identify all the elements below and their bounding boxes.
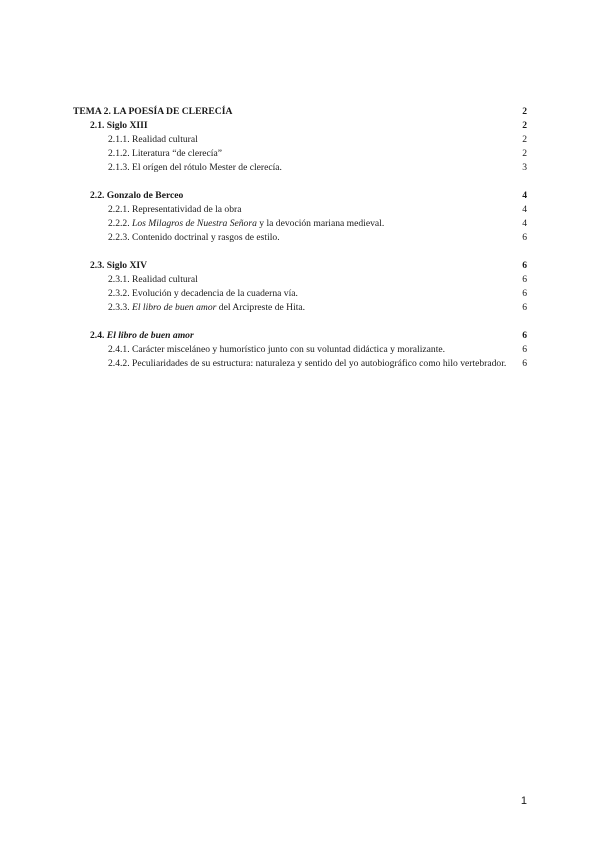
italic-title: El libro de buen amor bbox=[131, 302, 217, 313]
toc-entry-label: 2.1.2. Literatura “de clerecía” bbox=[108, 148, 222, 159]
toc-entry-2-2-2[interactable] bbox=[73, 217, 527, 231]
toc-page-number: 6 bbox=[522, 260, 527, 271]
toc-page-number: 2 bbox=[522, 106, 527, 117]
toc-entry-label: 2.3. Siglo XIV bbox=[90, 260, 148, 271]
toc-entry-label: 2.3.2. Evolución y decadencia de la cuaderna vía. bbox=[108, 288, 298, 299]
toc-entry-2-2[interactable] bbox=[73, 189, 527, 203]
italic-title: El libro de buen amor bbox=[106, 330, 194, 341]
toc-page-number: 6 bbox=[522, 302, 527, 313]
page-number: 1 bbox=[520, 795, 527, 807]
toc-entry-2-3-1[interactable] bbox=[73, 273, 527, 287]
toc-entry-label: 2.1. Siglo XIII bbox=[90, 120, 148, 131]
toc-entry-label: TEMA 2. LA POESÍA DE CLERECÍA bbox=[73, 106, 233, 117]
toc-entry-label: 2.4.2. Peculiaridades de su estructura: naturaleza y sentido del yo autobiográfico como hilo vertebrador. bbox=[108, 358, 507, 369]
toc-entry-label: 2.2.3. Contenido doctrinal y rasgos de estilo. bbox=[108, 232, 280, 243]
toc-page-number: 2 bbox=[522, 148, 527, 159]
toc-page-number: 4 bbox=[522, 204, 527, 215]
toc-page-number: 6 bbox=[522, 288, 527, 299]
toc-entry-2-4[interactable] bbox=[73, 329, 527, 343]
toc-entry-2-3-2[interactable] bbox=[73, 287, 527, 301]
toc-entry-2-1-2[interactable] bbox=[73, 147, 527, 161]
toc-entry-2-4-1[interactable] bbox=[73, 343, 527, 357]
toc-entry-label: 2.1.3. El orígen del rótulo Mester de clerecía. bbox=[108, 162, 282, 173]
toc-page-number: 6 bbox=[522, 358, 527, 369]
toc-page-number: 6 bbox=[522, 330, 527, 341]
toc-entry-label: 2.2.1. Representatividad de la obra bbox=[108, 204, 242, 215]
toc-entry-2-1[interactable] bbox=[73, 119, 527, 133]
toc-entry-2-3-3[interactable] bbox=[73, 301, 527, 315]
toc-entry-label: 2.4.1. Carácter misceláneo y humorístico junto con su voluntad didáctica y moralizante. bbox=[108, 344, 446, 355]
toc-entry-label: 2.3.3. El libro de buen amor del Arcipreste de Hita. bbox=[108, 302, 306, 313]
table-of-contents bbox=[73, 105, 527, 371]
toc-entry-label: 2.3.1. Realidad cultural bbox=[108, 274, 198, 285]
toc-page-number: 3 bbox=[522, 162, 527, 173]
toc-page-number: 4 bbox=[522, 218, 527, 229]
toc-page-number: 2 bbox=[522, 134, 527, 145]
toc-entry-label: 2.1.1. Realidad cultural bbox=[108, 134, 198, 145]
toc-entry-2-4-2[interactable] bbox=[73, 357, 527, 371]
toc-page-number: 6 bbox=[522, 344, 527, 355]
toc-entry-2-1-1[interactable] bbox=[73, 133, 527, 147]
toc-entry-label: 2.2.2. Los Milagros de Nuestra Señora y la devoción mariana medieval. bbox=[108, 218, 385, 229]
toc-page-number: 6 bbox=[522, 274, 527, 285]
toc-page-number: 2 bbox=[522, 120, 527, 131]
toc-page-number: 4 bbox=[522, 190, 527, 201]
toc-entry-label: 2.4. El libro de buen amor bbox=[90, 330, 194, 341]
toc-entry-2-1-3[interactable] bbox=[73, 161, 527, 175]
toc-entry-tema-2[interactable] bbox=[73, 105, 527, 119]
toc-entry-2-2-3[interactable] bbox=[73, 231, 527, 245]
italic-title: Los Milagros de Nuestra Señora bbox=[131, 218, 257, 229]
toc-entry-2-3[interactable] bbox=[73, 259, 527, 273]
toc-entry-label: 2.2. Gonzalo de Berceo bbox=[90, 190, 184, 201]
toc-entry-2-2-1[interactable] bbox=[73, 203, 527, 217]
toc-page-number: 6 bbox=[522, 232, 527, 243]
